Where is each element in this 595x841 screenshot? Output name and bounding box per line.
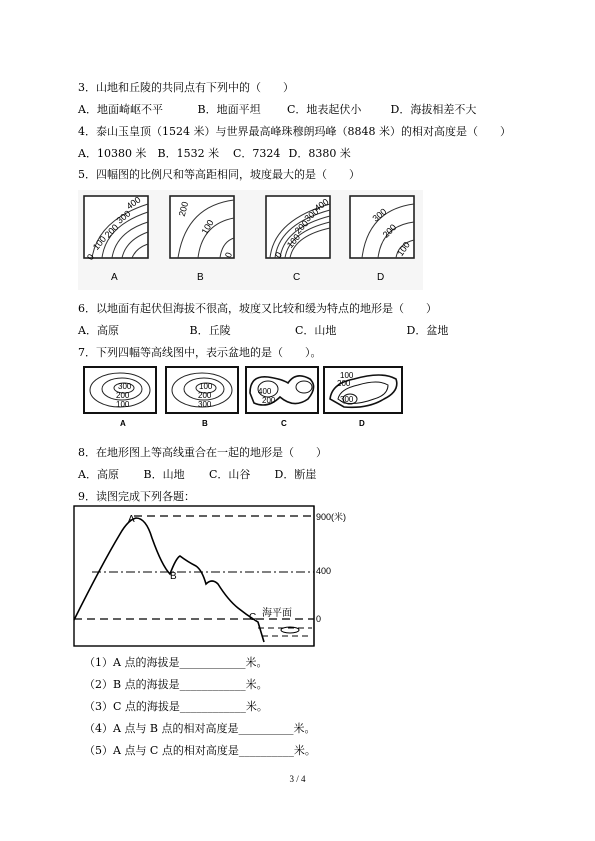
q4-option-c: C．7324 bbox=[233, 147, 281, 160]
q7-panel-c bbox=[246, 367, 318, 413]
q7-d-label-300: 300 bbox=[340, 395, 354, 404]
q7-contour-figure bbox=[82, 365, 406, 417]
q9-sub-1: （1）A 点的海拔是____________米。 bbox=[84, 656, 268, 669]
q7-c-label-400: 400 bbox=[258, 387, 272, 396]
q5-c-label-100: 100 bbox=[284, 232, 303, 250]
q7-panel-a-letter: A bbox=[120, 419, 126, 428]
q3-stem: 3．山地和丘陵的共同点有下列中的（ ） bbox=[78, 81, 294, 94]
q9-point-b: B bbox=[170, 571, 177, 582]
q4-option-b: B．1532 米 bbox=[157, 147, 220, 160]
q7-b-label-300: 300 bbox=[198, 400, 212, 409]
q7-a-label-100: 100 bbox=[116, 400, 130, 409]
q7-panel-d-letter: D bbox=[359, 419, 365, 428]
q3-options bbox=[78, 103, 476, 117]
q9-axis-label-900: 900(米) bbox=[316, 512, 347, 522]
q6-option-a: A．高原 bbox=[78, 324, 119, 337]
q5-stem: 5．四幅图的比例尺和等高距相同，坡度最大的是（ ） bbox=[78, 168, 360, 181]
q3-option-d: D．海拔相差不大 bbox=[390, 103, 477, 116]
q7-c-label-200: 200 bbox=[262, 396, 276, 405]
q3-option-b: B．地面平坦 bbox=[197, 103, 261, 116]
q9-point-a: A bbox=[128, 514, 135, 525]
q5-panel-d-letter: D bbox=[377, 272, 385, 283]
q9-sea-level-label: 海平面 bbox=[262, 608, 292, 619]
q9-axis-label-400: 400 bbox=[316, 566, 332, 576]
q7-a-label-200: 200 bbox=[116, 391, 130, 400]
q5-panel-b-letter: B bbox=[197, 272, 204, 283]
q3-option-a: A．地面崎岖不平 bbox=[78, 103, 163, 116]
q7-stem: 7．下列四幅等高线图中，表示盆地的是（ ）。 bbox=[78, 346, 322, 359]
q7-d-label-200: 200 bbox=[337, 379, 351, 388]
q7-b-label-100: 100 bbox=[199, 382, 213, 391]
q5-c-label-300: 300 bbox=[302, 206, 321, 224]
q8-option-a: A．高原 bbox=[78, 468, 119, 481]
q5-b-label-100: 100 bbox=[199, 217, 216, 237]
q6-stem: 6．以地面有起伏但海拔不很高，坡度又比较和缓为特点的地形是（ ） bbox=[78, 302, 437, 315]
q4-option-d: D．8380 米 bbox=[288, 147, 351, 160]
q9-sub-4: （4）A 点与 B 点的相对高度是__________米。 bbox=[84, 722, 316, 735]
q5-b-label-0: 0 bbox=[222, 250, 235, 260]
q4-option-a: A．10380 米 bbox=[78, 147, 147, 160]
q6-option-b: B．丘陵 bbox=[189, 324, 231, 337]
q8-option-d: D．断崖 bbox=[274, 468, 317, 481]
q9-axis-label-0: 0 bbox=[316, 614, 322, 624]
q7-d-label-100: 100 bbox=[340, 371, 354, 380]
q6-option-d: D．盆地 bbox=[406, 324, 449, 337]
q5-panel-c-letter: C bbox=[293, 272, 301, 283]
q8-options bbox=[78, 468, 316, 482]
q5-b-label-200: 200 bbox=[176, 200, 191, 218]
q5-a-label-200: 200 bbox=[102, 222, 121, 240]
q9-sub-5: （5）A 点与 C 点的相对高度是__________米。 bbox=[84, 744, 316, 757]
q8-stem: 8．在地形图上等高线重合在一起的地形是（ ） bbox=[78, 446, 327, 459]
q9-sub-2: （2）B 点的海拔是____________米。 bbox=[84, 678, 268, 691]
q5-d-label-300: 300 bbox=[370, 206, 389, 224]
q5-c-label-400: 400 bbox=[312, 196, 331, 214]
q5-c-label-200: 200 bbox=[292, 218, 311, 236]
page-number: 3 / 4 bbox=[289, 774, 306, 784]
q5-d-label-200: 200 bbox=[380, 222, 399, 240]
q9-sub-3: （3）C 点的海拔是____________米。 bbox=[84, 700, 268, 713]
q8-option-c: C．山谷 bbox=[209, 468, 251, 481]
q5-d-label-100: 100 bbox=[395, 239, 412, 259]
q6-options bbox=[78, 324, 448, 338]
q6-option-c: C．山地 bbox=[295, 324, 337, 337]
q5-a-label-300: 300 bbox=[114, 208, 133, 226]
q5-a-label-400: 400 bbox=[124, 194, 143, 212]
q4-options bbox=[78, 147, 351, 161]
q7-a-label-300: 300 bbox=[118, 382, 132, 391]
q5-panel-a-letter: A bbox=[111, 272, 118, 283]
q5-a-label-100: 100 bbox=[90, 234, 109, 252]
q9-point-c: C bbox=[249, 612, 257, 623]
q7-panel-b-letter: B bbox=[202, 419, 208, 428]
q5-a-label-0: 0 bbox=[84, 252, 97, 262]
q8-option-b: B．山地 bbox=[143, 468, 185, 481]
q9-profile-figure bbox=[72, 504, 352, 648]
q9-stem: 9．读图完成下列各题： bbox=[78, 490, 195, 503]
q7-b-label-200: 200 bbox=[198, 391, 212, 400]
q7-panel-d bbox=[324, 367, 402, 413]
q4-stem: 4．泰山玉皇顶（1524 米）与世界最高峰珠穆朗玛峰（8848 米）的相对高度是（ ） bbox=[78, 125, 511, 138]
q7-panel-c-letter: C bbox=[281, 419, 287, 428]
q5-c-label-0: 0 bbox=[272, 250, 285, 260]
q3-option-c: C．地表起伏小 bbox=[287, 103, 362, 116]
